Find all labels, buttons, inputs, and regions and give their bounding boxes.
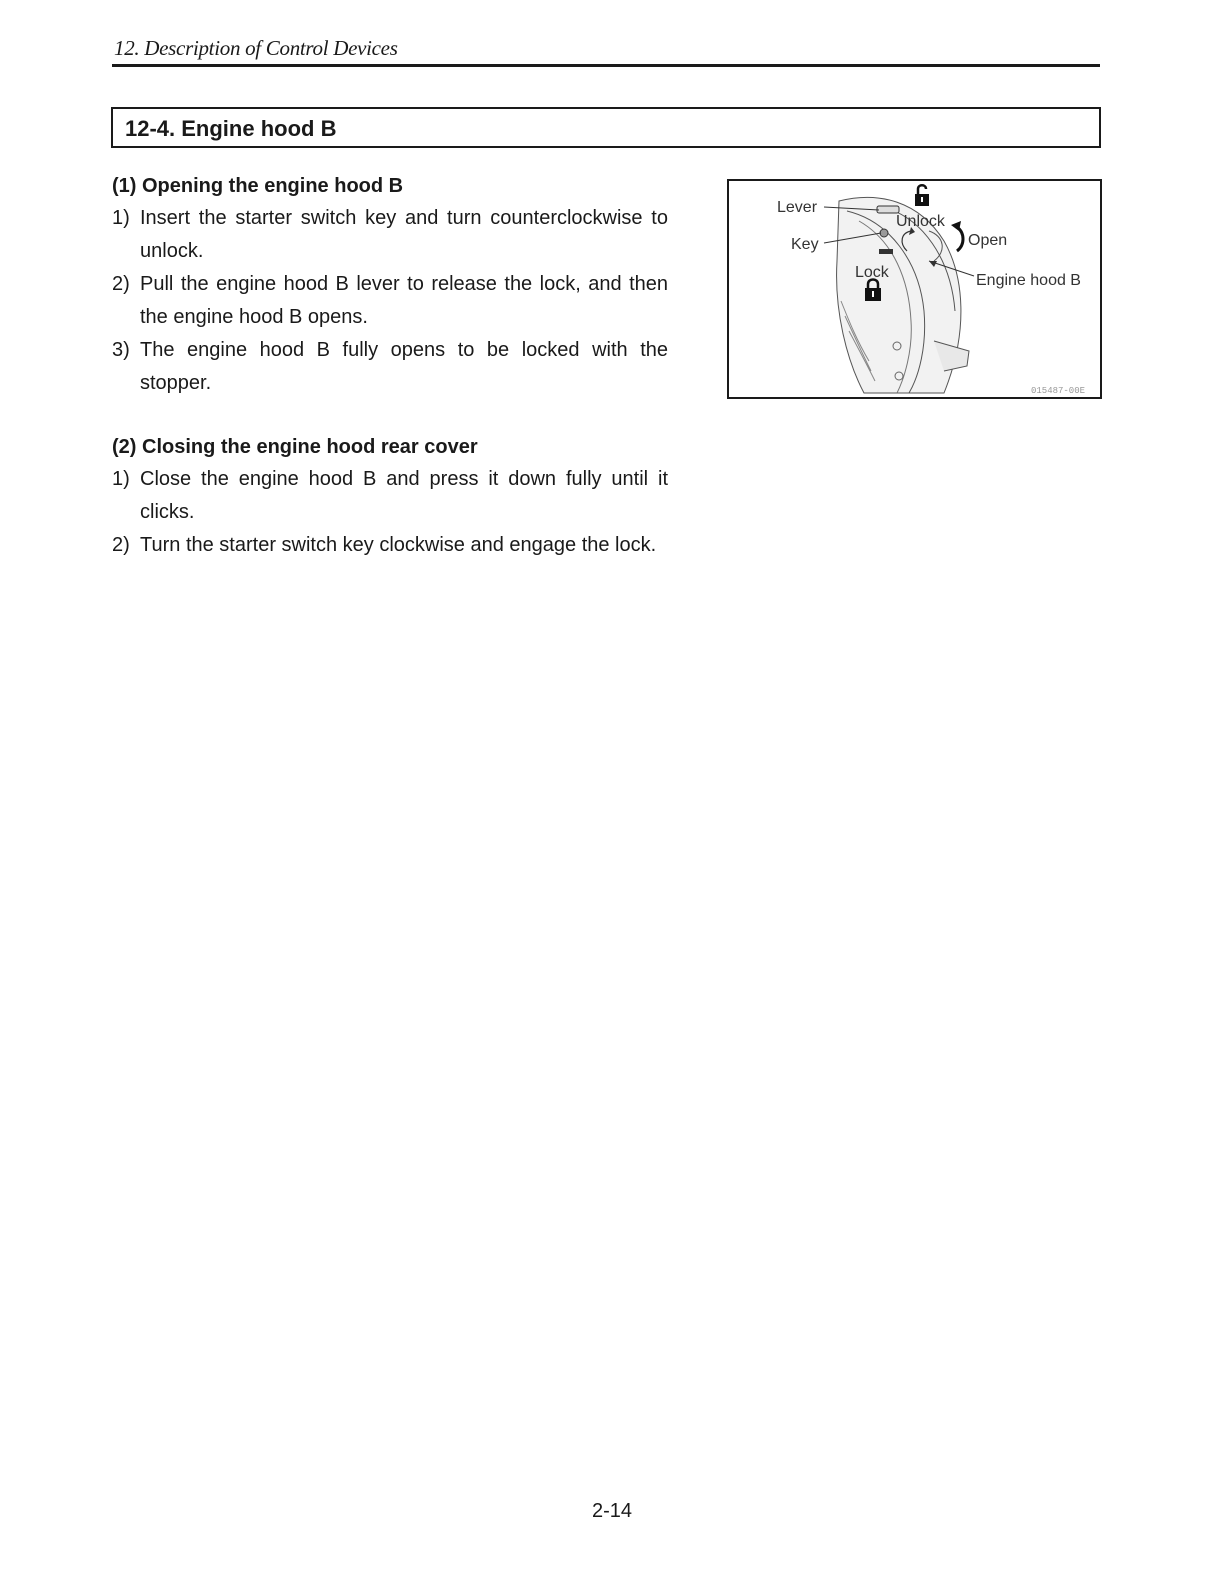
opening-section (112, 170, 668, 400)
step-number: 1) (112, 468, 130, 490)
step-text: Turn the starter switch key clockwise and engage the lock. (140, 534, 657, 556)
step-text: Close the engine hood B and press it down fully until it clicks. (140, 468, 668, 523)
opening-step-2 (112, 268, 668, 334)
lever-label: Lever (777, 199, 818, 216)
opening-step-1 (112, 202, 668, 268)
key-cylinder (880, 229, 888, 237)
closing-step-2 (112, 529, 668, 562)
engine-hood-figure (727, 179, 1102, 399)
section-title-box (111, 107, 1101, 148)
step-number: 2) (112, 273, 130, 295)
running-title: 12. Description of Control Devices (114, 36, 398, 60)
closing-section (112, 431, 668, 562)
lever-handle (877, 206, 899, 213)
engine-hood-b-label: Engine hood B (976, 272, 1081, 289)
running-header (112, 34, 1100, 67)
opening-heading: (1) Opening the engine hood B (112, 175, 404, 197)
step-text: The engine hood B fully opens to be locked with the stopper. (140, 339, 668, 394)
lock-plate (879, 249, 893, 254)
step-text: Pull the engine hood B lever to release the lock, and then the engine hood B opens. (140, 273, 668, 328)
closing-step-1 (112, 463, 668, 529)
engine-hood-illustration (729, 181, 1100, 397)
open-label: Open (968, 232, 1008, 249)
lock-label: Lock (855, 264, 889, 281)
figure-code: 015487-00E (1031, 386, 1086, 396)
unlocked-padlock-icon (915, 185, 929, 206)
section-title: 12-4. Engine hood B (125, 116, 337, 141)
closing-heading: (2) Closing the engine hood rear cover (112, 436, 478, 458)
open-arrow-icon (957, 227, 963, 251)
step-number: 1) (112, 207, 130, 229)
step-number: 2) (112, 534, 130, 556)
step-text: Insert the starter switch key and turn counterclockwise to unlock. (140, 207, 668, 262)
step-number: 3) (112, 339, 130, 361)
unlock-label: Unlock (896, 213, 945, 230)
key-label: Key (791, 236, 819, 253)
page-number: 2-14 (591, 1500, 633, 1522)
opening-step-3 (112, 334, 668, 400)
